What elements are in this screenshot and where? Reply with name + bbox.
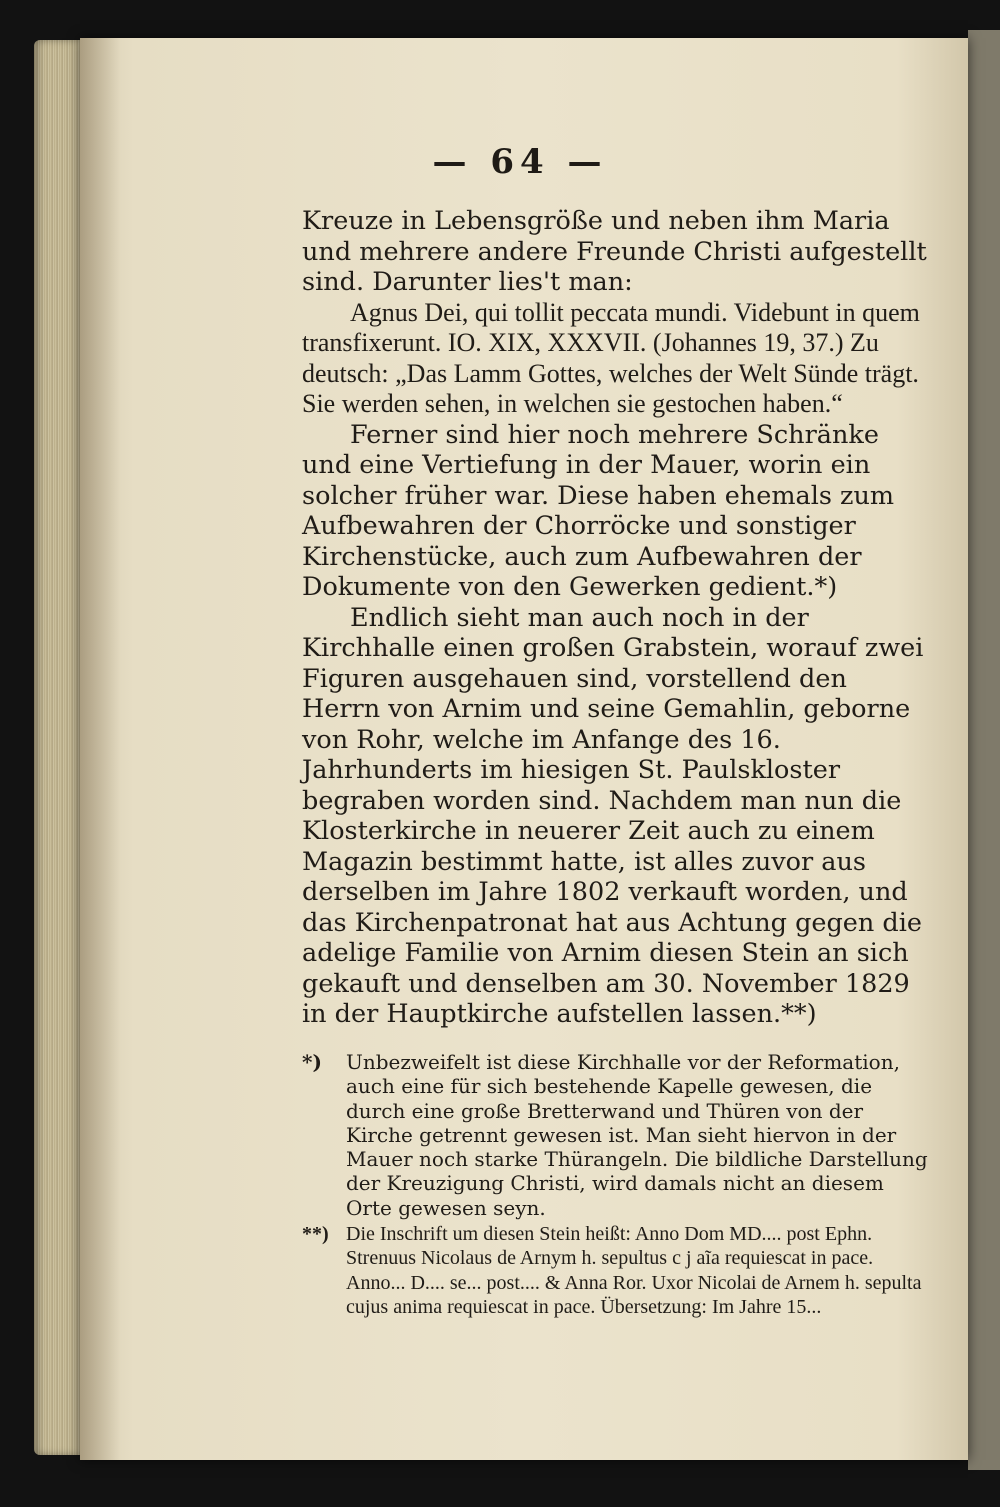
footnote — [302, 1050, 932, 1220]
footnote-text: Unbezweifelt ist diese Kirchhalle vor der Reformation, auch eine für sich bestehende Kapelle gewesen, die durch eine große Bretterwand und Thüren von der Kirche getrennt gewesen ist. Man sieht hiervon in der Mauer noch starke Thürangeln. Die bildliche Darstellung der Kreuzigung Christi, wird damals nicht an diesem Orte gewesen seyn. — [346, 1050, 928, 1220]
paragraph: Kreuze in Lebensgröße und neben ihm Maria und mehrere andere Freunde Christi aufgestellt sind. Darunter lies't man: — [302, 206, 927, 297]
paragraph-latin-inscription: Agnus Dei, qui tollit peccata mundi. Videbunt in quem transfixerunt. IO. XIX, XXXVII. (Johannes 19, 37.) Zu deutsch: „Das Lamm Gottes, welches der Welt Sünde trägt. Sie werden sehen, in welchen sie gestochen haben.“ — [302, 297, 920, 418]
paragraph: Ferner sind hier noch mehrere Schränke und eine Vertiefung in der Mauer, worin ein solcher früher war. Diese haben ehemals zum Aufbewahren der Chorröcke und sonstiger Kirchenstücke, auch zum Aufbewahren der Dokumente von den Gewerken gedient.*) — [302, 419, 895, 602]
footnote — [302, 1222, 932, 1319]
paragraph: Endlich sieht man auch noch in der Kirchhalle einen großen Grabstein, worauf zwei Figuren ausgehauen sind, vorstellend den Herrn von Arnim und seine Gemahlin, geborne von Rohr, welche im Anfange des 16. Jahrhunderts im hiesigen St. Paulskloster begraben worden sind. Nachdem man nun die Klosterkirche in neuerer Zeit auch zu einem Magazin bestimmt hatte, ist alles zuvor aus derselben im Jahre 1802 verkauft worden, und das Kirchenpatronat hat aus Achtung gegen die adelige Familie von Arnim diesen Stein an sich gekauft und denselben am 30. November 1829 in der Hauptkirche aufstellen lassen.**) — [302, 602, 924, 1029]
gutter-shadow — [80, 38, 120, 1460]
footnotes — [302, 1050, 932, 1321]
facing-page-edge — [968, 30, 1000, 1470]
footnote-text: Die Inschrift um diesen Stein heißt: Anno Dom MD.... post Ephn. Strenuus Nicolaus de Arnym h. sepultus c j aĩa requiescat in pace. Anno... D.... se... post.... & Anna Ror. Uxor Nicolai de Arnem h. sepulta cujus anima requiescat in pace. Übersetzung: Im Jahre 15... — [346, 1223, 922, 1318]
page-number-header: — 64 — — [432, 142, 608, 182]
footnote-mark: *) — [302, 1050, 322, 1074]
main-text — [302, 206, 932, 1030]
footnote-mark: **) — [302, 1223, 329, 1246]
